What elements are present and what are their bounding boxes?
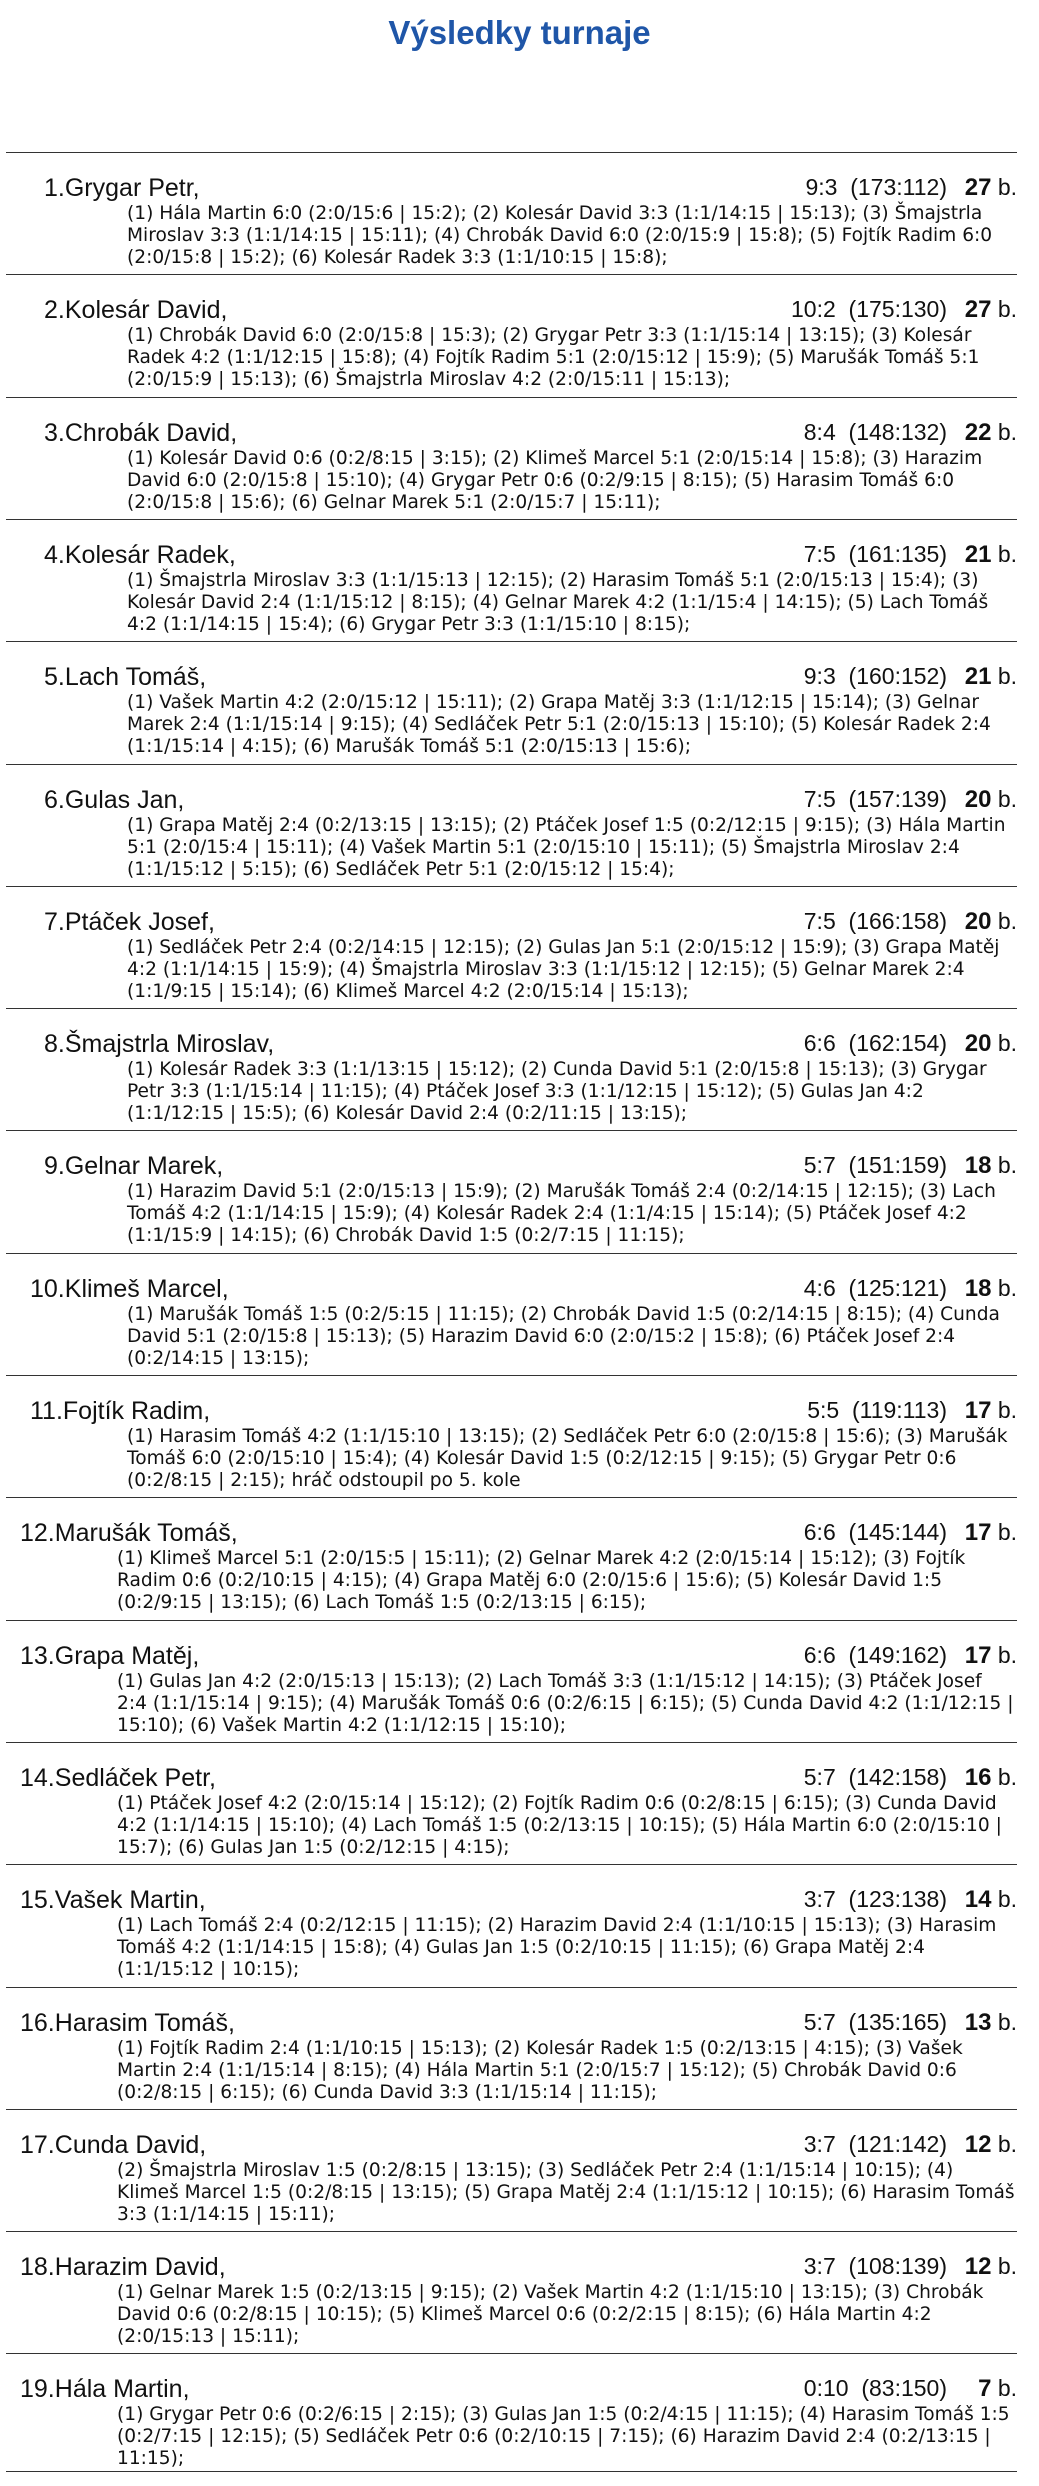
point-score: (149:162) xyxy=(848,1641,947,1668)
point-score: (157:139) xyxy=(848,785,947,812)
points-value: 16 xyxy=(964,1763,992,1791)
player-name xyxy=(44,786,184,815)
player-label: Ptáček Josef, xyxy=(64,907,215,936)
points-value: 21 xyxy=(964,540,992,568)
points-value: 21 xyxy=(964,663,992,691)
player-stats xyxy=(804,2009,947,2036)
player-rank: 12. xyxy=(20,1519,55,1548)
player-label: Kolesár Radek, xyxy=(64,540,236,569)
point-score: (108:139) xyxy=(848,2253,947,2280)
player-points xyxy=(951,296,1017,324)
player-rank: 10. xyxy=(30,1274,65,1303)
point-score: (166:158) xyxy=(848,907,947,934)
points-unit: b. xyxy=(997,1397,1017,1423)
player-stats xyxy=(805,174,947,201)
match-record: 8:4 xyxy=(803,418,836,445)
player-points xyxy=(951,1519,1017,1547)
player-stats xyxy=(807,1397,947,1424)
player-rank: 19. xyxy=(20,2375,55,2404)
player-points xyxy=(951,419,1017,447)
bottom-divider xyxy=(6,2471,1017,2472)
match-record: 7:5 xyxy=(803,785,836,812)
match-details: (1) Grygar Petr 0:6 (0:2/6:15 | 2:15); (3) Gulas Jan 1:5 (0:2/4:15 | 11:15); (4) Harasim Tomáš 1:5 (0:2/7:15 | 12:15); (5) Sedláček Petr 0:6 (0:2/10:15 | 7:15); (6) Harazim David 2:4 (0:2/13:15 | 11:15); xyxy=(117,2404,1010,2470)
player-name xyxy=(20,2253,226,2282)
point-score: (148:132) xyxy=(848,418,947,445)
result-entry xyxy=(6,519,1017,641)
player-stats xyxy=(804,1030,947,1057)
player-points xyxy=(951,908,1017,936)
points-value: 17 xyxy=(964,1519,992,1547)
point-score: (121:142) xyxy=(848,2130,947,2157)
player-label: Sedláček Petr, xyxy=(54,1763,216,1792)
player-label: Fojtík Radim, xyxy=(62,1397,211,1425)
result-entry xyxy=(6,152,1017,274)
point-score: (175:130) xyxy=(848,296,947,323)
result-entry xyxy=(6,764,1017,886)
match-details: (1) Vašek Martin 4:2 (2:0/15:12 | 15:11); (2) Grapa Matěj 3:3 (1:1/12:15 | 15:14); (3) Gelnar Marek 2:4 (1:1/15:14 | 9:15); (4) Sedláček Petr 5:1 (2:0/15:13 | 15:10); (5) Kolesár Radek 2:4 (1:1/15:14 | 4:15); (6) Marušák Tomáš 5:1 (2:0/15:13 | 15:6); xyxy=(127,692,991,758)
match-details: (1) Gelnar Marek 1:5 (0:2/13:15 | 9:15); (2) Vašek Martin 4:2 (1:1/15:10 | 13:15); (3) Chrobák David 0:6 (0:2/8:15 | 10:15); (5) Klimeš Marcel 0:6 (0:2/2:15 | 8:15); (6) Hála Martin 4:2 (2:0/15:13 | 15:11); xyxy=(117,2282,984,2348)
points-unit: b. xyxy=(997,540,1017,567)
match-record: 0:10 xyxy=(803,2375,849,2402)
match-record: 5:7 xyxy=(803,1152,836,1179)
match-record: 5:7 xyxy=(803,2008,836,2035)
player-stats xyxy=(804,2375,947,2402)
result-entry xyxy=(6,1620,1017,1742)
points-unit: b. xyxy=(997,296,1017,323)
player-rank: 15. xyxy=(20,1886,55,1915)
points-value: 7 xyxy=(978,2375,992,2403)
player-name xyxy=(20,1519,238,1548)
points-unit: b. xyxy=(997,2008,1017,2035)
point-score: (162:154) xyxy=(848,1030,947,1057)
player-stats xyxy=(791,296,947,323)
match-details: (1) Klimeš Marcel 5:1 (2:0/15:5 | 15:11); (2) Gelnar Marek 4:2 (2:0/15:14 | 15:12); (3) Fojtík Radim 0:6 (0:2/10:15 | 4:15); (4) Grapa Matěj 6:0 (2:0/15:6 | 15:6); (5) Kolesár David 1:5 (0:2/9:15 | 13:15); (6) Lach Tomáš 1:5 (0:2/13:15 | 6:15); xyxy=(117,1548,966,1614)
player-stats xyxy=(804,1519,947,1546)
points-value: 18 xyxy=(964,1274,992,1302)
player-name xyxy=(30,1275,229,1304)
player-rank: 13. xyxy=(20,1641,55,1670)
player-stats xyxy=(804,2131,947,2158)
result-entry xyxy=(6,2109,1017,2231)
player-rank: 18. xyxy=(20,2253,55,2282)
player-label: Klimeš Marcel, xyxy=(64,1274,229,1303)
point-score: (135:165) xyxy=(848,2008,947,2035)
player-label: Marušák Tomáš, xyxy=(54,1519,238,1548)
player-rank: 2. xyxy=(44,296,65,325)
point-score: (123:138) xyxy=(848,1886,947,1913)
player-label: Harasim Tomáš, xyxy=(54,2008,235,2037)
player-label: Cunda David, xyxy=(54,2130,207,2159)
player-points xyxy=(951,541,1017,569)
player-name xyxy=(20,1886,206,1915)
player-name xyxy=(44,1152,223,1181)
points-unit: b. xyxy=(997,2375,1017,2402)
player-points xyxy=(951,2375,1017,2403)
points-value: 20 xyxy=(964,907,992,935)
match-details: (1) Lach Tomáš 2:4 (0:2/12:15 | 11:15); (2) Harazim David 2:4 (1:1/10:15 | 15:13); (3) Harasim Tomáš 4:2 (1:1/14:15 | 15:8); (4) Gulas Jan 1:5 (0:2/10:15 | 11:15); (6) Grapa Matěj 2:4 (1:1/15:12 | 10:15); xyxy=(117,1915,997,1981)
points-value: 17 xyxy=(964,1641,992,1669)
point-score: (83:150) xyxy=(861,2375,947,2402)
player-name xyxy=(44,296,227,325)
match-record: 9:3 xyxy=(805,174,838,200)
player-stats xyxy=(804,1152,947,1179)
match-details: (1) Hála Martin 6:0 (2:0/15:6 | 15:2); (2) Kolesár David 3:3 (1:1/14:15 | 15:13); (3) Šmajstrla Miroslav 3:3 (1:1/14:15 | 15:11); (4) Chrobák David 6:0 (2:0/15:9 | 15:8); (5) Fojtík Radim 6:0 (2:0/15:8 | 15:2); (6) Kolesár Radek 3:3 (1:1/10:15 | 15:8); xyxy=(127,203,993,268)
match-record: 6:6 xyxy=(803,1641,836,1668)
point-score: (125:121) xyxy=(848,1274,947,1301)
player-points xyxy=(951,1886,1017,1914)
match-details: (1) Gulas Jan 4:2 (2:0/15:13 | 15:13); (2) Lach Tomáš 3:3 (1:1/15:12 | 14:15); (3) Ptáček Josef 2:4 (1:1/15:14 | 9:15); (4) Marušák Tomáš 0:6 (0:2/6:15 | 6:15); (5) Cunda David 4:2 (1:1/12:15 | 15:10); (6) Vašek Martin 4:2 (1:1/12:15 | 15:10); xyxy=(117,1670,1014,1736)
player-rank: 16. xyxy=(20,2008,55,2037)
result-entry xyxy=(6,2353,1017,2475)
player-stats xyxy=(804,541,947,568)
result-entry xyxy=(6,1742,1017,1864)
match-record: 9:3 xyxy=(803,663,836,690)
result-entry xyxy=(6,1130,1017,1252)
points-value: 12 xyxy=(964,2130,992,2158)
player-label: Hála Martin, xyxy=(54,2375,190,2404)
points-unit: b. xyxy=(997,785,1017,812)
player-points xyxy=(951,2009,1017,2037)
points-value: 27 xyxy=(964,296,992,324)
player-label: Grygar Petr, xyxy=(64,174,200,202)
match-record: 5:7 xyxy=(803,1763,836,1790)
result-entry xyxy=(6,274,1017,396)
match-details: (1) Kolesár David 0:6 (0:2/8:15 | 3:15); (2) Klimeš Marcel 5:1 (2:0/15:14 | 15:8); (3) Harazim David 6:0 (2:0/15:8 | 15:10); (4) Grygar Petr 0:6 (0:2/9:15 | 8:15); (5) Harasim Tomáš 6:0 (2:0/15:8 | 15:6); (6) Gelnar Marek 5:1 (2:0/15:7 | 15:11); xyxy=(127,447,983,513)
points-value: 20 xyxy=(964,785,992,813)
player-name xyxy=(20,2009,235,2038)
points-value: 14 xyxy=(964,1886,992,1914)
player-rank: 8. xyxy=(44,1030,65,1059)
match-details: (1) Marušák Tomáš 1:5 (0:2/5:15 | 11:15); (2) Chrobák David 1:5 (0:2/14:15 | 8:15); (4) Cunda David 5:1 (2:0/15:8 | 15:13); (5) Harazim David 6:0 (2:0/15:2 | 15:8); (6) Ptáček Josef 2:4 (0:2/14:15 | 13:15); xyxy=(127,1303,1000,1369)
match-record: 3:7 xyxy=(803,1886,836,1913)
match-details: (1) Ptáček Josef 4:2 (2:0/15:14 | 15:12); (2) Fojtík Radim 0:6 (0:2/8:15 | 6:15); (3) Cunda David 4:2 (1:1/14:15 | 15:10); (4) Lach Tomáš 1:5 (0:2/13:15 | 10:15); (5) Hála Martin 6:0 (2:0/15:10 | 15:7); (6) Gulas Jan 1:5 (0:2/12:15 | 4:15); xyxy=(117,1792,1002,1858)
player-stats xyxy=(804,419,947,446)
result-entry xyxy=(6,1497,1017,1619)
player-stats xyxy=(804,1764,947,1791)
result-entry xyxy=(6,2231,1017,2353)
player-points xyxy=(951,1397,1017,1425)
player-rank: 9. xyxy=(44,1152,65,1181)
points-unit: b. xyxy=(997,907,1017,934)
points-value: 12 xyxy=(964,2253,992,2281)
player-points xyxy=(951,1030,1017,1058)
player-points xyxy=(951,2253,1017,2281)
player-name xyxy=(44,663,206,692)
match-record: 7:5 xyxy=(803,907,836,934)
player-label: Chrobák David, xyxy=(64,418,238,447)
match-details: (1) Grapa Matěj 2:4 (0:2/13:15 | 13:15); (2) Ptáček Josef 1:5 (0:2/12:15 | 9:15); (3) Hála Martin 5:1 (2:0/15:4 | 15:11); (4) Vašek Martin 5:1 (2:0/15:10 | 15:11); (5) Šmajstrla Miroslav 2:4 (1:1/15:12 | 5:15); (6) Sedláček Petr 5:1 (2:0/15:12 | 15:4); xyxy=(127,814,1006,880)
player-rank: 4. xyxy=(44,540,65,569)
match-record: 10:2 xyxy=(790,296,836,323)
match-record: 4:6 xyxy=(803,1274,836,1301)
player-points xyxy=(951,786,1017,814)
player-label: Grapa Matěj, xyxy=(54,1641,200,1670)
player-points xyxy=(951,2131,1017,2159)
player-rank: 14. xyxy=(20,1763,55,1792)
match-record: 3:7 xyxy=(803,2130,836,2157)
player-label: Gelnar Marek, xyxy=(64,1152,224,1181)
player-name xyxy=(20,1642,199,1671)
result-entry xyxy=(6,1253,1017,1375)
player-stats xyxy=(804,2253,947,2280)
points-value: 13 xyxy=(964,2008,992,2036)
player-name xyxy=(20,2375,190,2404)
page-title: Výsledky turnaje xyxy=(388,14,651,51)
player-rank: 7. xyxy=(44,907,65,936)
player-label: Kolesár David, xyxy=(64,296,228,325)
points-unit: b. xyxy=(997,1886,1017,1913)
match-record: 6:6 xyxy=(803,1519,836,1546)
result-entry xyxy=(6,641,1017,763)
player-points xyxy=(951,1764,1017,1792)
match-details: (1) Sedláček Petr 2:4 (0:2/14:15 | 12:15); (2) Gulas Jan 5:1 (2:0/15:12 | 15:9); (3) Grapa Matěj 4:2 (1:1/14:15 | 15:9); (4) Šmajstrla Miroslav 3:3 (1:1/15:12 | 12:15); (5) Gelnar Marek 2:4 (1:1/9:15 | 15:14); (6) Klimeš Marcel 4:2 (2:0/15:14 | 15:13); xyxy=(127,936,1000,1002)
points-value: 18 xyxy=(964,1152,992,1180)
point-score: (119:113) xyxy=(851,1397,947,1423)
point-score: (145:144) xyxy=(848,1519,947,1546)
player-stats xyxy=(804,1642,947,1669)
match-record: 3:7 xyxy=(803,2253,836,2280)
result-entry xyxy=(6,1008,1017,1130)
point-score: (142:158) xyxy=(848,1763,947,1790)
player-stats xyxy=(804,663,947,690)
player-rank: 6. xyxy=(44,785,65,814)
points-unit: b. xyxy=(997,2253,1017,2280)
points-value: 20 xyxy=(964,1030,992,1058)
result-entry xyxy=(6,1375,1017,1497)
player-label: Harazim David, xyxy=(54,2253,226,2282)
result-entry xyxy=(6,1864,1017,1986)
player-name xyxy=(44,908,215,937)
player-points xyxy=(951,1152,1017,1180)
player-name xyxy=(44,174,200,203)
points-unit: b. xyxy=(997,1152,1017,1179)
player-name xyxy=(20,2131,206,2160)
result-entry xyxy=(6,1987,1017,2109)
match-details: (1) Harasim Tomáš 4:2 (1:1/15:10 | 13:15); (2) Sedláček Petr 6:0 (2:0/15:8 | 15:6); (3) Marušák Tomáš 6:0 (2:0/15:10 | 15:4); (4) Kolesár David 1:5 (0:2/12:15 | 9:15); (5) Grygar Petr 0:6 (0:2/8:15 | 2:15); hráč odstoupil po 5. kole xyxy=(127,1426,1008,1491)
player-stats xyxy=(804,908,947,935)
player-name xyxy=(20,1764,216,1793)
match-details: (1) Šmajstrla Miroslav 3:3 (1:1/15:13 | 12:15); (2) Harasim Tomáš 5:1 (2:0/15:13 | 15:4); (3) Kolesár David 2:4 (1:1/15:12 | 8:15); (4) Gelnar Marek 4:2 (1:1/15:4 | 14:15); (5) Lach Tomáš 4:2 (1:1/14:15 | 15:4); (6) Grygar Petr 3:3 (1:1/15:10 | 8:15); xyxy=(127,569,989,635)
player-label: Gulas Jan, xyxy=(64,785,185,814)
match-details: (1) Fojtík Radim 2:4 (1:1/10:15 | 15:13); (2) Kolesár Radek 1:5 (0:2/13:15 | 4:15); (3) Vašek Martin 2:4 (1:1/15:14 | 8:15); (4) Hála Martin 5:1 (2:0/15:7 | 15:12); (5) Chrobák David 0:6 (0:2/8:15 | 6:15); (6) Cunda David 3:3 (1:1/15:14 | 11:15); xyxy=(117,2037,963,2103)
points-unit: b. xyxy=(997,1519,1017,1546)
points-unit: b. xyxy=(997,1274,1017,1301)
player-points xyxy=(951,1642,1017,1670)
player-rank: 11. xyxy=(30,1397,63,1425)
match-details: (1) Chrobák David 6:0 (2:0/15:8 | 15:3); (2) Grygar Petr 3:3 (1:1/15:14 | 13:15); (3) Kolesár Radek 4:2 (1:1/12:15 | 15:8); (4) Fojtík Radim 5:1 (2:0/15:12 | 15:9); (5) Marušák Tomáš 5:1 (2:0/15:9 | 15:13); (6) Šmajstrla Miroslav 4:2 (2:0/15:11 | 15:13); xyxy=(127,325,980,391)
points-unit: b. xyxy=(997,1641,1017,1668)
match-details: (2) Šmajstrla Miroslav 1:5 (0:2/8:15 | 13:15); (3) Sedláček Petr 2:4 (1:1/15:14 | 10:15); (4) Klimeš Marcel 1:5 (0:2/8:15 | 13:15); (5) Grapa Matěj 2:4 (1:1/15:12 | 10:15); (6) Harasim Tomáš 3:3 (1:1/14:15 | 15:11); xyxy=(117,2159,1015,2225)
match-record: 5:5 xyxy=(807,1397,840,1423)
points-unit: b. xyxy=(997,2130,1017,2157)
point-score: (151:159) xyxy=(848,1152,947,1179)
points-unit: b. xyxy=(997,1030,1017,1057)
player-stats xyxy=(804,1275,947,1302)
match-record: 7:5 xyxy=(803,540,836,567)
player-label: Vašek Martin, xyxy=(54,1886,206,1915)
player-name xyxy=(44,541,236,570)
match-details: (1) Kolesár Radek 3:3 (1:1/13:15 | 15:12); (2) Cunda David 5:1 (2:0/15:8 | 15:13); (3) Grygar Petr 3:3 (1:1/15:14 | 11:15); (4) Ptáček Josef 3:3 (1:1/12:15 | 15:12); (5) Gulas Jan 4:2 (1:1/12:15 | 15:5); (6) Kolesár David 2:4 (0:2/11:15 | 13:15); xyxy=(127,1059,987,1125)
player-rank: 3. xyxy=(44,418,65,447)
point-score: (173:112) xyxy=(850,174,947,200)
player-stats xyxy=(804,786,947,813)
points-value: 22 xyxy=(964,418,992,446)
match-details: (1) Harazim David 5:1 (2:0/15:13 | 15:9); (2) Marušák Tomáš 2:4 (0:2/14:15 | 12:15); (3) Lach Tomáš 4:2 (1:1/14:15 | 15:9); (4) Kolesár Radek 2:4 (1:1/4:15 | 15:14); (5) Ptáček Josef 4:2 (1:1/15:9 | 14:15); (6) Chrobák David 1:5 (0:2/7:15 | 11:15); xyxy=(127,1181,996,1247)
result-entry xyxy=(6,397,1017,519)
result-entry xyxy=(6,886,1017,1008)
points-unit: b. xyxy=(997,663,1017,690)
player-points xyxy=(951,174,1017,202)
player-label: Lach Tomáš, xyxy=(64,663,207,692)
player-label: Šmajstrla Miroslav, xyxy=(64,1030,275,1059)
player-rank: 17. xyxy=(20,2130,55,2159)
points-unit: b. xyxy=(997,418,1017,445)
player-name xyxy=(30,1397,210,1426)
player-points xyxy=(951,1275,1017,1303)
points-unit: b. xyxy=(997,1763,1017,1790)
point-score: (160:152) xyxy=(848,663,947,690)
player-rank: 5. xyxy=(44,663,65,692)
player-points xyxy=(951,663,1017,691)
player-rank: 1. xyxy=(44,174,65,202)
points-unit: b. xyxy=(997,174,1017,200)
player-stats xyxy=(804,1886,947,1913)
points-value: 27 xyxy=(964,174,992,201)
points-value: 17 xyxy=(964,1397,992,1424)
match-record: 6:6 xyxy=(803,1030,836,1057)
player-name xyxy=(44,419,237,448)
point-score: (161:135) xyxy=(848,540,947,567)
player-name xyxy=(44,1030,274,1059)
